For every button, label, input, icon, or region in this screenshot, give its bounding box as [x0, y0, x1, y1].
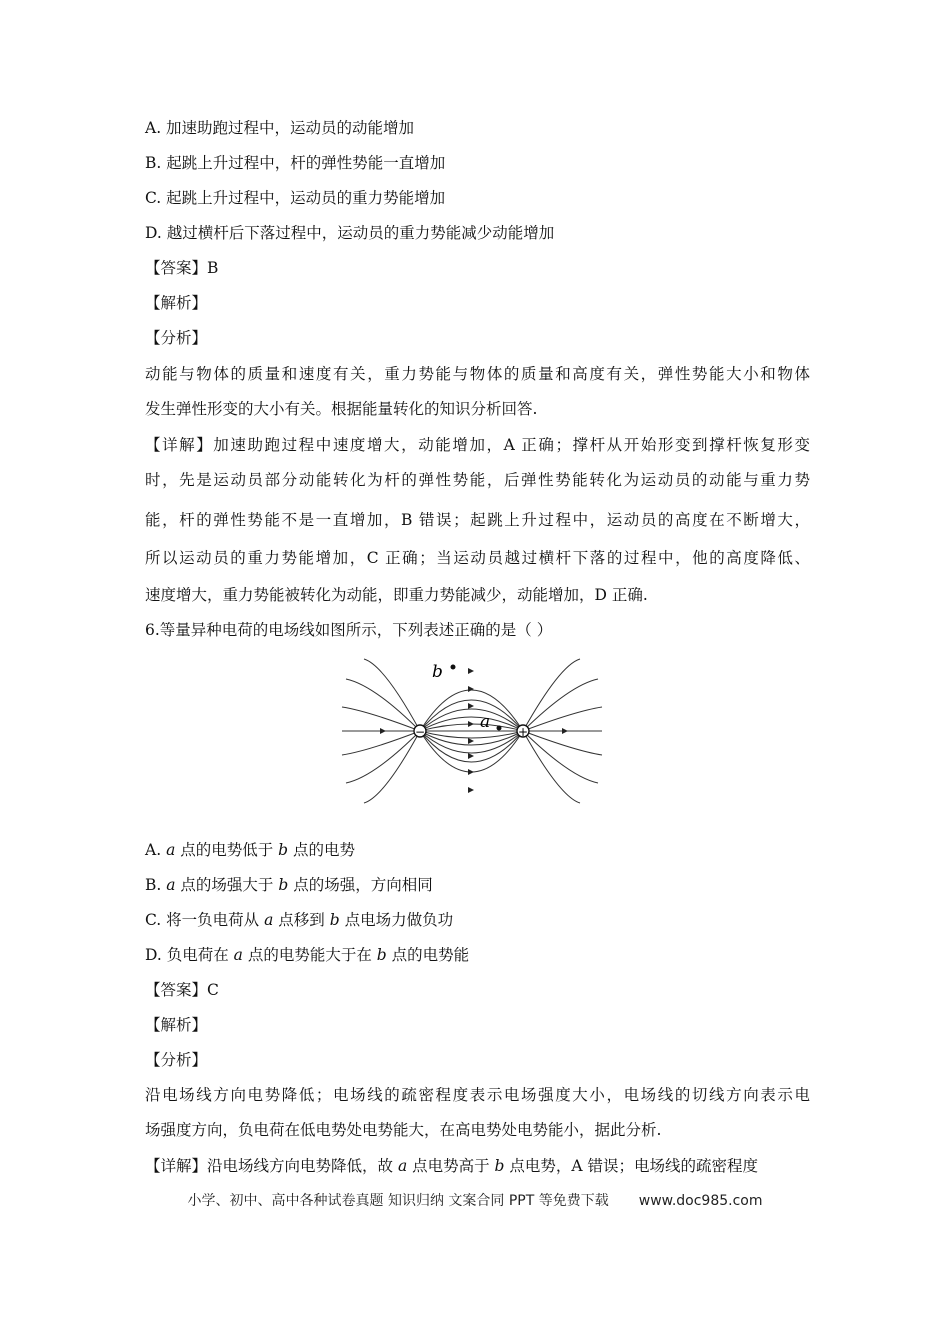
q5-detail-line: 时，先是运动员部分动能转化为杆的弹性势能，后弹性势能转化为运动员的动能与重力势	[145, 471, 810, 489]
label-a: a	[480, 712, 491, 732]
q5-option-c: C. 起跳上升过程中，运动员的重力势能增加	[145, 189, 446, 207]
point-a	[497, 726, 502, 731]
q5-option-a: A. 加速助跑过程中，运动员的动能增加	[145, 119, 415, 137]
q6-analysis-line: 场强度方向，负电荷在低电势处电势能大，在高电势处电势能小，据此分析.	[145, 1121, 662, 1139]
q5-option-b: B. 起跳上升过程中，杆的弹性势能一直增加	[145, 154, 446, 172]
positive-charge-sign: +	[517, 725, 529, 739]
q6-fenxi-heading: 【分析】	[145, 1051, 208, 1069]
q5-option-d: D. 越过横杆后下落过程中，运动员的重力势能减少动能增加	[145, 224, 555, 242]
footer-url: www.doc985.com	[638, 1193, 763, 1209]
q6-option-c: C. 将一负电荷从 a 点移到 b 点电场力做负功	[145, 911, 454, 929]
q5-detail-line: 能，杆的弹性势能不是一直增加，B 错误；起跳上升过程中，运动员的高度在不断增大，	[145, 511, 810, 529]
footer-text: 小学、初中、高中各种试卷真题 知识归纳 文案合同 PPT 等免费下载	[187, 1193, 609, 1209]
q5-analysis-line: 发生弹性形变的大小有关。根据能量转化的知识分析回答.	[145, 400, 538, 418]
negative-charge-sign: −	[414, 725, 426, 739]
q5-detail-line: 速度增大，重力势能被转化为动能，即重力势能减少，动能增加，D 正确.	[145, 586, 648, 604]
electric-field-lines-figure	[340, 655, 605, 805]
q5-analysis-line: 动能与物体的质量和速度有关，重力势能与物体的质量和高度有关，弹性势能大小和物体	[145, 365, 810, 383]
q6-option-b: B. a 点的场强大于 b 点的场强，方向相同	[145, 876, 433, 894]
q5-detail-line: 所以运动员的重力势能增加，C 正确；当运动员越过横杆下落的过程中，他的高度降低、	[145, 549, 810, 567]
label-b: b	[432, 662, 443, 682]
q5-detail-line: 【详解】加速助跑过程中速度增大，动能增加，A 正确；撑杆从开始形变到撑杆恢复形变	[145, 436, 810, 454]
q6-option-a: A. a 点的电势低于 b 点的电势	[145, 841, 356, 859]
q6-stem: 6.等量异种电荷的电场线如图所示，下列表述正确的是（ ）	[145, 621, 553, 639]
q6-option-d: D. 负电荷在 a 点的电势能大于在 b 点的电势能	[145, 946, 470, 964]
q6-detail-line: 【详解】沿电场线方向电势降低，故 a 点电势高于 b 点电势，A 错误；电场线的疏密程度	[145, 1157, 759, 1175]
q5-fenxi-heading: 【分析】	[145, 329, 208, 347]
q6-jiexi-heading: 【解析】	[145, 1016, 208, 1034]
q6-analysis-line: 沿电场线方向电势降低；电场线的疏密程度表示电场强度大小，电场线的切线方向表示电	[145, 1086, 810, 1104]
point-b	[451, 665, 456, 670]
q5-answer: 【答案】B	[145, 259, 219, 277]
q5-jiexi-heading: 【解析】	[145, 294, 208, 312]
q6-answer: 【答案】C	[145, 981, 219, 999]
page-footer	[0, 1190, 950, 1210]
